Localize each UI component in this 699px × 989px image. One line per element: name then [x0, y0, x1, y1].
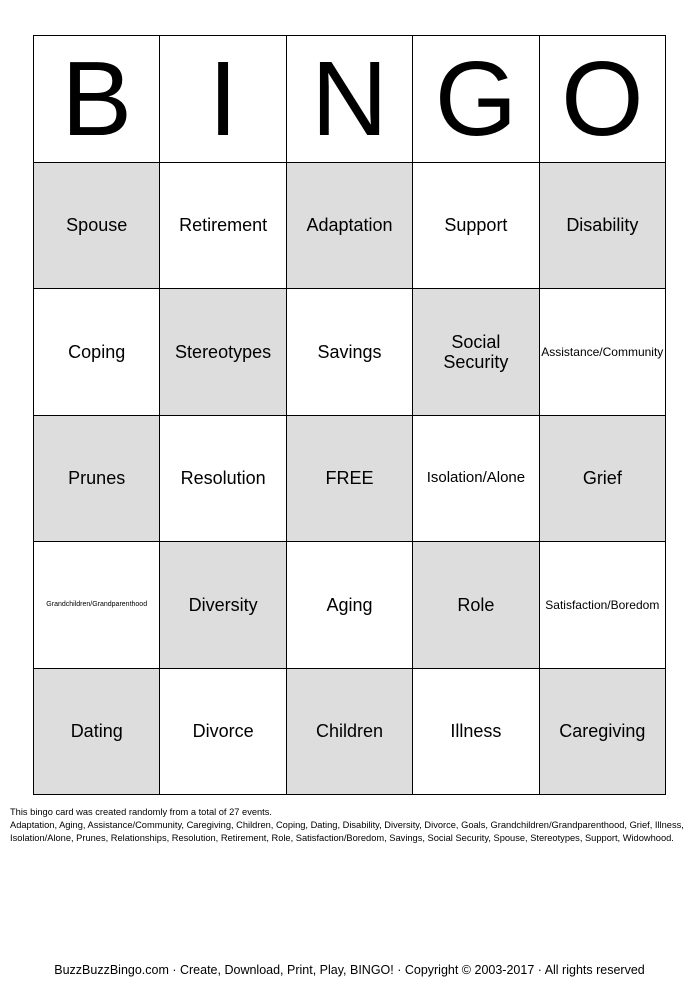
- bingo-cell: Social Security: [413, 289, 539, 416]
- bingo-cell: Satisfaction/Boredom: [540, 542, 666, 669]
- creation-note: This bingo card was created randomly from a total of 27 events.: [10, 807, 272, 817]
- bingo-cell: Resolution: [160, 416, 286, 543]
- bingo-cell: Illness: [413, 669, 539, 796]
- bingo-row-2: [34, 289, 666, 416]
- bingo-row-3: [34, 416, 666, 543]
- free-space-cell: FREE: [287, 416, 413, 543]
- bingo-cell: Diversity: [160, 542, 286, 669]
- bingo-cell: Grandchildren/Grandparenthood: [34, 542, 160, 669]
- bingo-cell: Divorce: [160, 669, 286, 796]
- header-letter-n: N: [287, 36, 413, 163]
- bingo-cell: Savings: [287, 289, 413, 416]
- bingo-row-4: [34, 542, 666, 669]
- card-footer: [10, 806, 690, 845]
- bingo-cell: Disability: [540, 163, 666, 290]
- bingo-cell: Support: [413, 163, 539, 290]
- header-letter-o: O: [540, 36, 666, 163]
- bingo-header-row: [34, 36, 666, 163]
- bingo-row-5: [34, 669, 666, 796]
- bingo-cell: Retirement: [160, 163, 286, 290]
- copyright-line: BuzzBuzzBingo.com · Create, Download, Print, Play, BINGO! · Copyright © 2003-2017 · All rights reserved: [54, 963, 645, 977]
- bingo-cell: Isolation/Alone: [413, 416, 539, 543]
- bingo-cell: Prunes: [34, 416, 160, 543]
- bingo-cell: Coping: [34, 289, 160, 416]
- event-list: Adaptation, Aging, Assistance/Community, Caregiving, Children, Coping, Dating, Disability, Diversity, Divorce, Goals, Grandchildren/Grandparenthood, Grief, Illness, Isolation/Alone, Prunes, Relationships, Resolution, Retirement, Role, Satisfaction/Boredom, Savings, Social Security, Spouse, Stereotypes, Support, Widowhood.: [10, 820, 684, 843]
- bingo-cell: Caregiving: [540, 669, 666, 796]
- bingo-row-1: [34, 163, 666, 290]
- bingo-cell: Aging: [287, 542, 413, 669]
- bingo-cell: Role: [413, 542, 539, 669]
- bingo-cell: Stereotypes: [160, 289, 286, 416]
- bingo-cell: Spouse: [34, 163, 160, 290]
- bingo-card: [33, 35, 666, 795]
- bingo-cell: Adaptation: [287, 163, 413, 290]
- header-letter-i: I: [160, 36, 286, 163]
- bingo-cell: Grief: [540, 416, 666, 543]
- bingo-cell: Dating: [34, 669, 160, 796]
- bingo-cell: Assistance/Community: [540, 289, 666, 416]
- header-letter-b: B: [34, 36, 160, 163]
- header-letter-g: G: [413, 36, 539, 163]
- bingo-cell: Children: [287, 669, 413, 796]
